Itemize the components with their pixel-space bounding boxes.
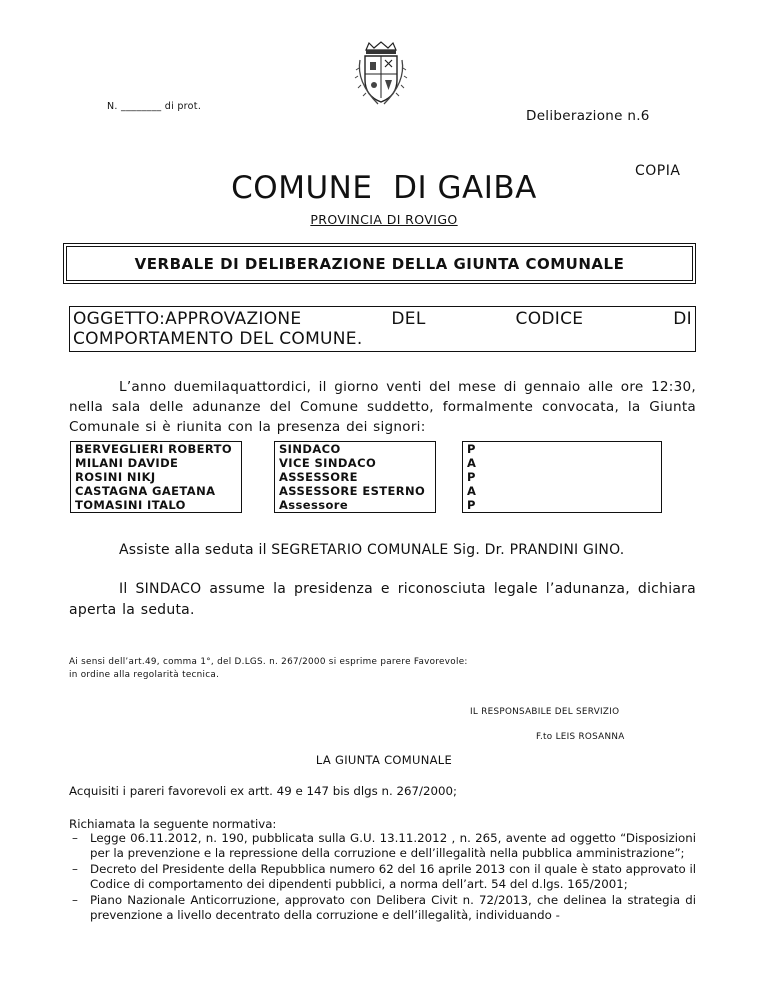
oggetto-line-1	[73, 309, 692, 329]
normativa-text: Piano Nazionale Anticorruzione, approvato con Delibera Civit n. 72/2013, che delinea la strategia di prevenzione a livello decentrato della corruzione e dell’illegalità, individuando -	[90, 892, 696, 923]
member-name: TOMASINI ITALO	[70, 498, 242, 513]
verbale-title: VERBALE DI DELIBERAZIONE DELLA GIUNTA COMUNALE	[66, 246, 693, 281]
member-role: VICE SINDACO	[274, 456, 436, 470]
attendance-table	[70, 441, 662, 513]
oggetto-word: DI	[673, 309, 692, 329]
provincia-label: PROVINCIA DI ROVIGO	[310, 212, 458, 227]
member-status: P	[462, 441, 662, 456]
list-item	[69, 862, 696, 893]
la-giunta-heading: LA GIUNTA COMUNALE	[315, 753, 453, 767]
sindaco-paragraph	[69, 579, 696, 621]
normativa-text: Legge 06.11.2012, n. 190, pubblicata sulla G.U. 13.11.2012 , n. 265, avente ad oggetto “Disposizioni per la prevenzione e la repressione della corruzione e dell’illegalità nella pubblica amministrazione”;	[90, 831, 696, 861]
verbale-title-box	[63, 243, 696, 284]
richiamata-heading: Richiamata la seguente normativa:	[69, 817, 277, 831]
member-status: P	[462, 470, 662, 484]
member-name: CASTAGNA GAETANA	[70, 484, 242, 498]
member-name: ROSINI NIKJ	[70, 470, 242, 484]
list-item	[69, 831, 696, 862]
member-role: SINDACO	[274, 441, 436, 456]
dash-bullet: –	[72, 892, 78, 907]
intro-text: L’anno duemilaquattordici, il giorno venti del mese di gennaio alle ore 12:30, nella sala delle adunanze del Comune suddetto, formalmente convocata, la Giunta Comunale si è riunita con la presenza dei signori:	[69, 379, 696, 435]
assiste-paragraph: Assiste alla seduta il SEGRETARIO COMUNALE Sig. Dr. PRANDINI GINO.	[119, 542, 625, 558]
pareri-line-1: Ai sensi dell’art.49, comma 1°, del D.LGS. n. 267/2000 si esprime parere Favorevole:	[69, 657, 468, 667]
intro-paragraph	[69, 377, 696, 437]
member-role: ASSESSORE ESTERNO	[274, 484, 436, 498]
protocol-number: N. ________ di prot.	[107, 101, 202, 112]
oggetto-line-2: COMPORTAMENTO DEL COMUNE.	[73, 329, 363, 349]
member-status: A	[462, 484, 662, 498]
comune-title: COMUNE DI GAIBA	[231, 170, 537, 206]
oggetto-word: OGGETTO:APPROVAZIONE	[73, 309, 302, 329]
municipal-crest-icon	[354, 40, 408, 106]
dash-bullet: –	[72, 831, 78, 845]
oggetto-box	[69, 306, 696, 352]
member-status: P	[462, 498, 662, 513]
deliberazione-number: Deliberazione n.6	[526, 108, 650, 124]
list-item	[69, 893, 696, 924]
member-name: BERVEGLIERI ROBERTO	[70, 441, 242, 456]
member-role: Assessore	[274, 498, 436, 513]
dash-bullet: –	[72, 861, 78, 876]
copia-label: COPIA	[635, 163, 681, 179]
oggetto-word: CODICE	[515, 309, 584, 329]
acquisiti-paragraph: Acquisiti i pareri favorevoli ex artt. 49 e 147 bis dlgs n. 267/2000;	[69, 784, 457, 798]
firma-label: F.to LEIS ROSANNA	[536, 732, 625, 742]
responsabile-label: IL RESPONSABILE DEL SERVIZIO	[470, 707, 620, 717]
pareri-block	[69, 656, 468, 682]
normativa-list	[69, 831, 696, 923]
table-row	[70, 456, 662, 470]
member-status: A	[462, 456, 662, 470]
oggetto-word: DEL	[391, 309, 426, 329]
table-row	[70, 470, 662, 484]
pareri-line-2: in ordine alla regolarità tecnica.	[69, 670, 220, 680]
sindaco-text: Il SINDACO assume la presidenza e riconosciuta legale l’adunanza, dichiara aperta la seduta.	[69, 581, 696, 618]
normativa-text: Decreto del Presidente della Repubblica numero 62 del 16 aprile 2013 con il quale è stato approvato il Codice di comportamento dei dipendenti pubblici, a norma dell’art. 54 del d.lgs. 165/2001;	[90, 861, 696, 892]
member-name: MILANI DAVIDE	[70, 456, 242, 470]
table-row	[70, 498, 662, 513]
member-role: ASSESSORE	[274, 470, 436, 484]
table-row	[70, 441, 662, 456]
table-row	[70, 484, 662, 498]
